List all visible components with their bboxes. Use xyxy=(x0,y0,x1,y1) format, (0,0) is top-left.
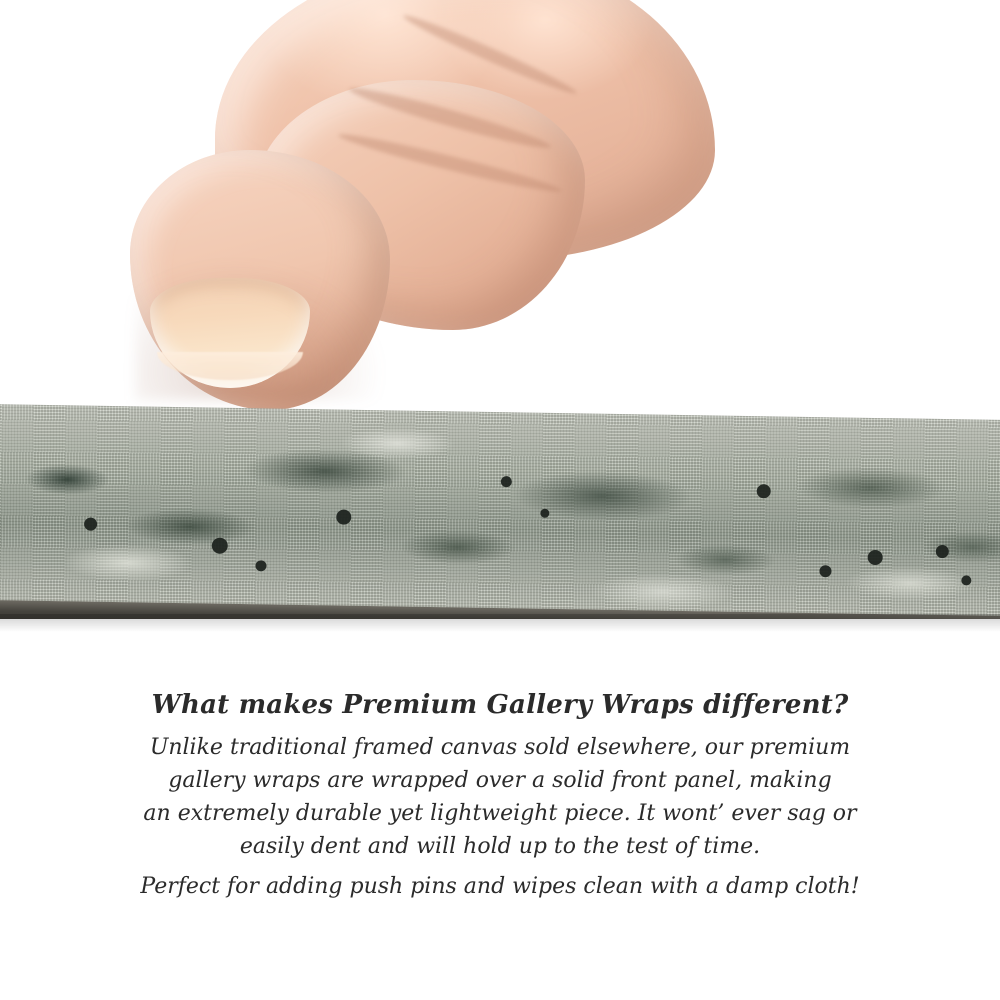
canvas-speck xyxy=(84,518,97,531)
caption-heading: What makes Premium Gallery Wraps different? xyxy=(151,690,849,720)
canvas-speck xyxy=(819,565,831,577)
canvas-speck xyxy=(936,545,949,558)
caption-line-2: gallery wraps are wrapped over a solid front panel, making xyxy=(168,768,832,793)
caption-line-3: an extremely durable yet lightweight piece. It wont’ ever sag or xyxy=(143,801,857,826)
canvas-speck xyxy=(336,510,351,525)
canvas-speck xyxy=(961,575,971,585)
caption-line-5: Perfect for adding push pins and wipes clean with a damp cloth! xyxy=(140,874,860,899)
canvas-drop-shadow xyxy=(0,614,1000,632)
caption-line-4: easily dent and will hold up to the test of time. xyxy=(239,834,761,859)
caption-block xyxy=(0,690,1000,903)
canvas-speck xyxy=(757,484,771,498)
gallery-wrap-canvas-edge xyxy=(0,404,1000,619)
canvas-speck xyxy=(255,560,266,571)
canvas-speck xyxy=(868,550,883,565)
caption-line-1: Unlike traditional framed canvas sold elsewhere, our premium xyxy=(149,735,851,760)
canvas-speck xyxy=(540,509,549,518)
canvas-printed-surface xyxy=(0,404,1000,619)
canvas-speck xyxy=(501,476,512,487)
canvas-speck xyxy=(212,538,228,554)
hand-pressing-finger xyxy=(95,0,715,430)
